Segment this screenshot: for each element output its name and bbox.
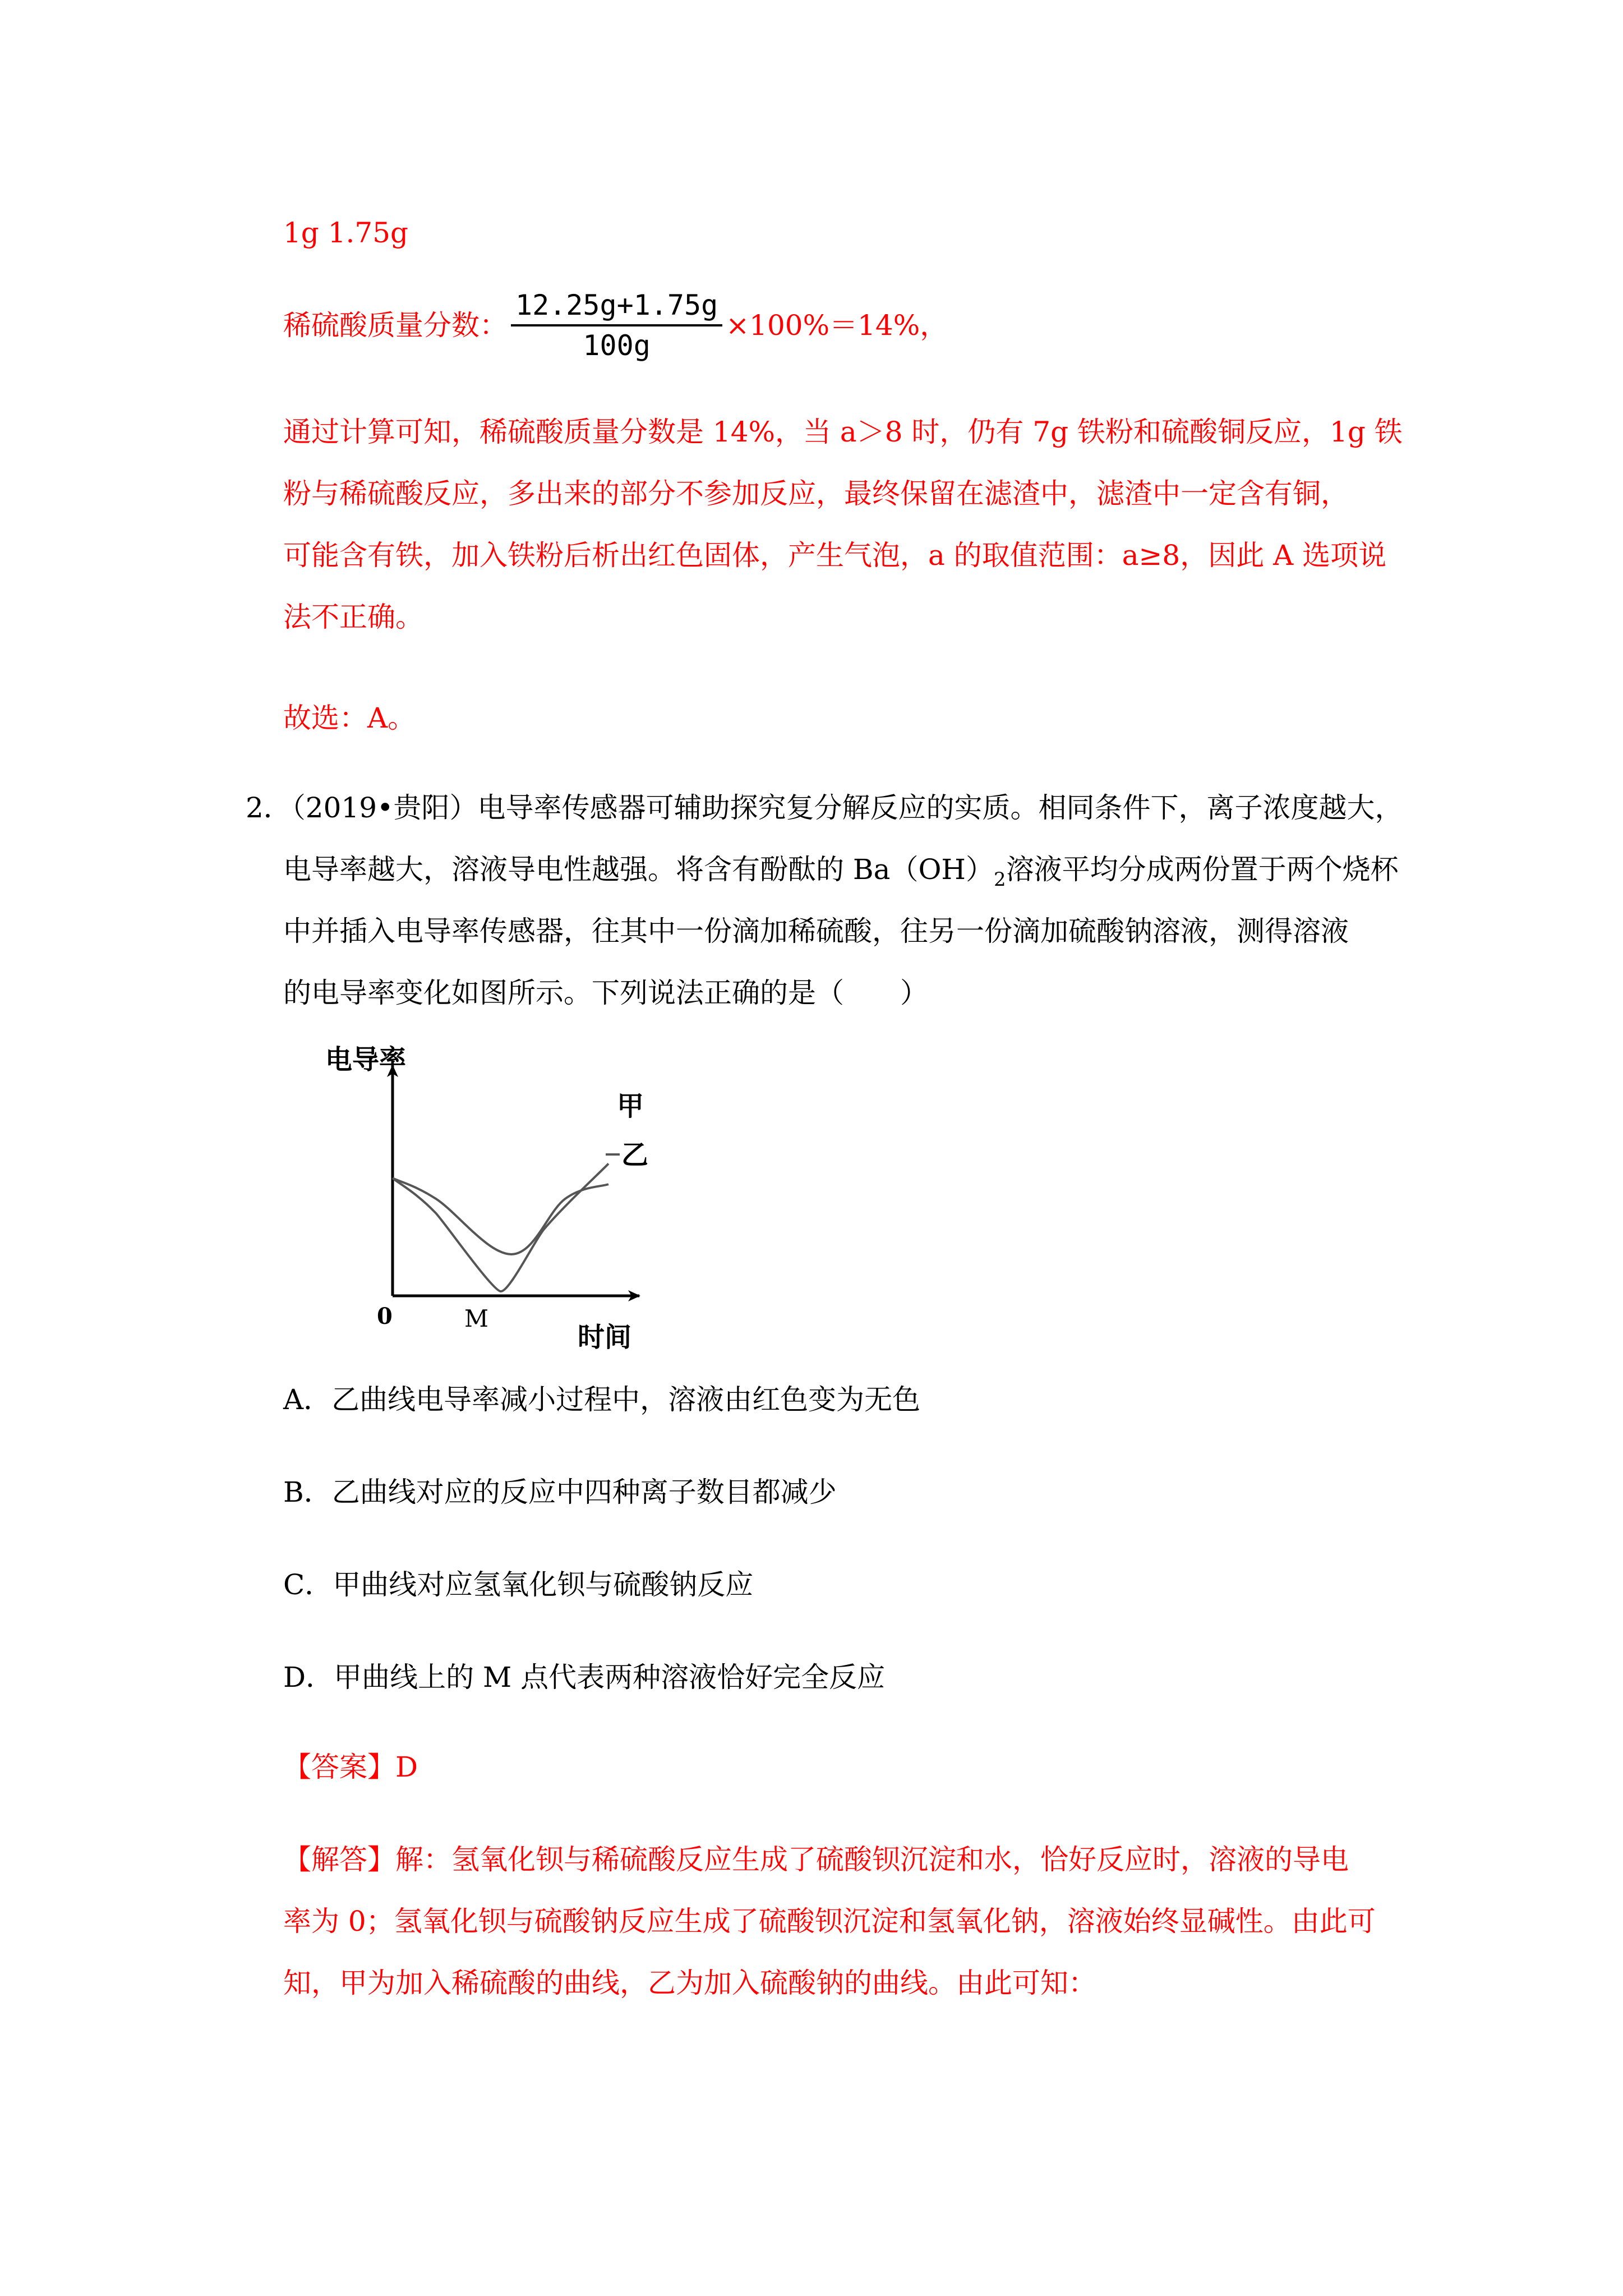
series-line-jia [393, 1163, 608, 1291]
series-label-yi: 乙 [621, 1139, 649, 1171]
question-line-2-post: 溶液平均分成两份置于两个烧杯 [1006, 853, 1399, 886]
mass-line: 1g 1.75g [283, 217, 409, 249]
y-axis-label: 电导率 [325, 1044, 407, 1075]
series-line-yi [393, 1178, 608, 1254]
explain-line-3: 可能含有铁，加入铁粉后析出红色固体，产生气泡，a 的取值范围：a≥8，因此 A 选项说 [283, 539, 1387, 572]
question-line-3: 中并插入电导率传感器，往其中一份滴加稀硫酸，往另一份滴加硫酸钠溶液，测得溶液 [283, 915, 1349, 947]
option-a: A．乙曲线电导率减小过程中，溶液由红色变为无色 [283, 1383, 921, 1416]
option-c: C．甲曲线对应氢氧化钡与硫酸钠反应 [283, 1568, 754, 1601]
answer-label: 【答案】 [283, 1751, 395, 1783]
solution-line-1 [283, 1843, 1349, 1876]
question-line-4: 的电导率变化如图所示。下列说法正确的是（ ） [283, 977, 928, 1009]
solution-label: 【解答】 [283, 1843, 395, 1876]
fraction-numerator: 12.25g+1.75g [511, 289, 722, 326]
conductivity-chart [314, 1043, 662, 1358]
option-d: D．甲曲线上的 M 点代表两种溶液恰好完全反应 [283, 1661, 886, 1694]
answer-line [283, 1750, 418, 1784]
origin-label: 0 [377, 1303, 393, 1329]
answer-value: D [395, 1751, 418, 1783]
question-line-2 [283, 853, 1399, 896]
question-line-1: 2．（2019•贵阳）电导率传感器可辅助探究复分解反应的实质。相同条件下，离子浓度越大， [246, 792, 1403, 824]
series-label-jia: 甲 [617, 1091, 644, 1122]
explain-line-2: 粉与稀硫酸反应，多出来的部分不参加反应，最终保留在滤渣中，滤渣中一定含有铜， [283, 477, 1349, 510]
fraction-label: 稀硫酸质量分数： [283, 309, 508, 342]
x-axis-label: 时间 [578, 1322, 632, 1353]
solution-line-3: 知，甲为加入稀硫酸的曲线，乙为加入硫酸钠的曲线。由此可知： [283, 1967, 1096, 1999]
explain-line-1: 通过计算可知，稀硫酸质量分数是 14%，当 a＞8 时，仍有 7g 铁粉和硫酸铜反应，1g 铁 [283, 416, 1403, 448]
subscript: 2 [994, 868, 1006, 891]
question-line-2-pre: 电导率越大，溶液导电性越强。将含有酚酞的 Ba（OH） [283, 853, 994, 886]
explain-line-4: 法不正确。 [283, 601, 423, 633]
solution-line-2: 率为 0；氢氧化钡与硫酸钠反应生成了硫酸钡沉淀和氢氧化钠，溶液始终显碱性。由此可 [283, 1905, 1376, 1938]
fraction-line [283, 283, 948, 367]
option-b: B．乙曲线对应的反应中四种离子数目都减少 [283, 1476, 837, 1508]
fraction-denominator: 100g [583, 329, 651, 362]
m-label: M [464, 1305, 489, 1332]
choice-line: 故选：A。 [283, 702, 416, 734]
solution-text-1: 解：氢氧化钡与稀硫酸反应生成了硫酸钡沉淀和水，恰好反应时，溶液的导电 [395, 1843, 1349, 1876]
fraction-tail: ×100%＝14%， [726, 309, 948, 342]
fraction [511, 289, 722, 361]
